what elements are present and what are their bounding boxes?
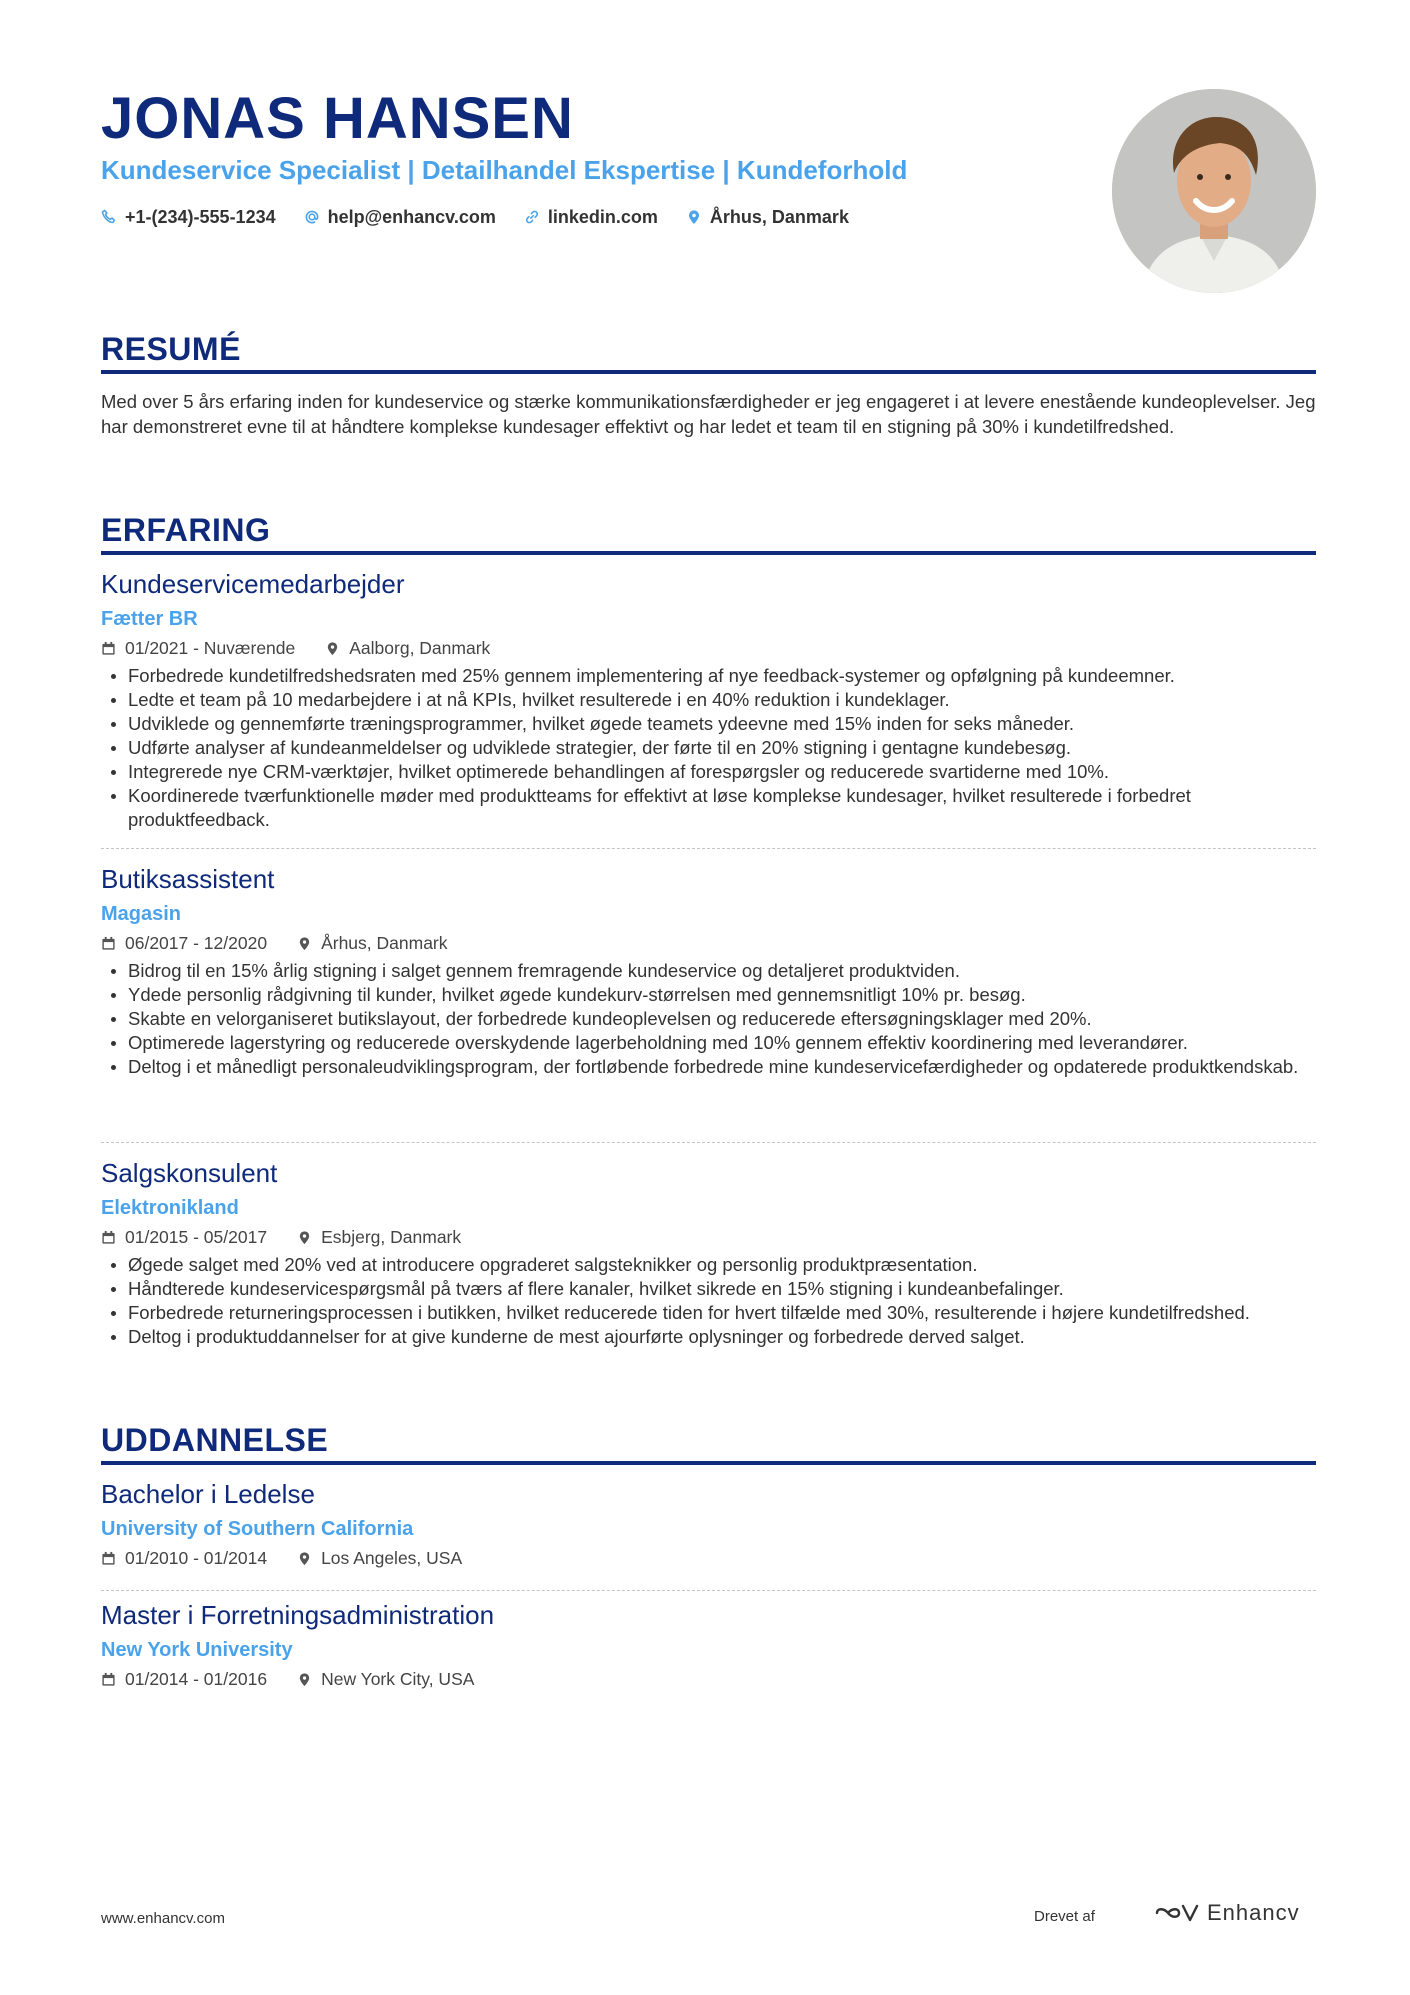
job-bullet: Deltog i produktuddannelser for at give kunderne de mest ajourførte oplysninger og forbedrede derved salget. bbox=[101, 1325, 1316, 1349]
job-bullet: Skabte en velorganiseret butikslayout, der forbedrede kundeoplevelsen og reducerede eftersøgningsklager med 20%. bbox=[101, 1007, 1316, 1031]
job-location bbox=[297, 931, 447, 955]
job-bullets bbox=[101, 1253, 1316, 1349]
job-bullet: Håndterede kundeservicespørgsmål på tværs af flere kanaler, hvilket sikrede en 15% stigning i kundeanbefalinger. bbox=[101, 1277, 1316, 1301]
job-bullet: Integrerede nye CRM-værktøjer, hvilket optimerede behandlingen af forespørgsler og reducerede svartiderne med 10%. bbox=[101, 760, 1316, 784]
job-title: Butiksassistent bbox=[101, 864, 275, 894]
summary-text: Med over 5 års erfaring inden for kundeservice og stærke kommunikationsfærdigheder er jeg engageret i at levere enestående kundeoplevelser. Jeg har demonstreret evne til at håndtere komplekse kundesager effektivt og har ledet et team til en stigning på 30% i kundetilfredshed. bbox=[101, 391, 1316, 437]
job-location bbox=[297, 1225, 461, 1249]
job-dates bbox=[101, 931, 267, 955]
map-pin-icon bbox=[325, 641, 340, 656]
job-dates bbox=[101, 636, 295, 660]
job-dates bbox=[101, 1225, 267, 1249]
degree-title: Bachelor i Ledelse bbox=[101, 1479, 315, 1509]
job-location bbox=[325, 636, 490, 660]
experience-divider bbox=[101, 551, 1316, 555]
calendar-icon bbox=[101, 641, 116, 656]
map-pin-icon bbox=[297, 1551, 312, 1566]
footer-brand-name: Enhancv bbox=[1207, 1900, 1300, 1925]
job-meta bbox=[101, 636, 1316, 660]
education-meta bbox=[101, 1546, 1316, 1570]
job-title: Salgskonsulent bbox=[101, 1158, 278, 1188]
job-title: Kundeservicemedarbejder bbox=[101, 569, 405, 599]
calendar-icon bbox=[101, 1230, 116, 1245]
footer-powered-by: Drevet af bbox=[1034, 1908, 1095, 1925]
job-bullets bbox=[101, 664, 1316, 832]
company-name: Elektronikland bbox=[101, 1197, 239, 1219]
experience-entry-2 bbox=[101, 861, 1316, 1079]
degree-title: Master i Forretningsadministration bbox=[101, 1600, 495, 1630]
summary-section-title: RESUMÉ bbox=[101, 331, 241, 367]
job-dates-text: 01/2015 - 05/2017 bbox=[125, 1227, 268, 1247]
map-pin-icon bbox=[297, 936, 312, 951]
contact-linkedin[interactable] bbox=[524, 204, 658, 230]
entry-divider bbox=[101, 1590, 1316, 1591]
job-location-text: Esbjerg, Danmark bbox=[321, 1227, 462, 1247]
job-meta bbox=[101, 931, 1316, 955]
map-pin-icon bbox=[686, 209, 702, 225]
education-meta bbox=[101, 1667, 1316, 1691]
education-location-text: New York City, USA bbox=[321, 1669, 475, 1689]
footer-url[interactable]: www.enhancv.com bbox=[101, 1910, 225, 1927]
contact-location bbox=[686, 204, 849, 230]
footer-brand-logo[interactable] bbox=[1153, 1900, 1300, 1926]
job-bullet: Udviklede og gennemførte træningsprogrammer, hvilket øgede teamets ydeevne med 15% inden for seks måneder. bbox=[101, 712, 1316, 736]
email-text: help@enhancv.com bbox=[327, 207, 496, 227]
education-dates bbox=[101, 1546, 267, 1570]
job-bullet: Deltog i et månedligt personaleudviklingsprogram, der fortløbende forbedrede mine kundeservicefærdigheder og opdaterede produktkendskab. bbox=[101, 1055, 1316, 1079]
enhancv-logo-icon bbox=[1153, 1901, 1199, 1925]
calendar-icon bbox=[101, 1672, 116, 1687]
school-name: University of Southern California bbox=[101, 1518, 414, 1540]
entry-divider bbox=[101, 1142, 1316, 1143]
job-dates-text: 01/2021 - Nuværende bbox=[125, 638, 296, 658]
experience-entry-1 bbox=[101, 566, 1316, 832]
job-bullet: Koordinerede tværfunktionelle møder med produktteams for effektivt at løse komplekse kundesager, hvilket resulterede i forbedret produktfeedback. bbox=[101, 784, 1316, 832]
calendar-icon bbox=[101, 1551, 116, 1566]
education-location bbox=[297, 1546, 462, 1570]
education-entry-2 bbox=[101, 1597, 1316, 1691]
map-pin-icon bbox=[297, 1672, 312, 1687]
job-bullet: Øgede salget med 20% ved at introducere opgraderet salgsteknikker og personlig produktpræsentation. bbox=[101, 1253, 1316, 1277]
candidate-name: JONAS HANSEN bbox=[101, 86, 574, 151]
profile-photo bbox=[1112, 89, 1316, 293]
job-location-text: Aalborg, Danmark bbox=[349, 638, 491, 658]
education-location-text: Los Angeles, USA bbox=[321, 1548, 463, 1568]
experience-entry-3 bbox=[101, 1155, 1316, 1349]
job-bullet: Bidrog til en 15% årlig stigning i salget gennem fremragende kundeservice og detaljeret produktviden. bbox=[101, 959, 1316, 983]
company-name: Fætter BR bbox=[101, 608, 198, 630]
education-section-title: UDDANNELSE bbox=[101, 1422, 329, 1458]
phone-icon bbox=[101, 209, 117, 225]
education-dates-text: 01/2010 - 01/2014 bbox=[125, 1548, 268, 1568]
phone-text: +1-(234)-555-1234 bbox=[125, 207, 276, 227]
job-meta bbox=[101, 1225, 1316, 1249]
contact-email[interactable] bbox=[304, 204, 496, 230]
education-dates bbox=[101, 1667, 267, 1691]
school-name: New York University bbox=[101, 1639, 293, 1661]
location-text: Århus, Danmark bbox=[709, 207, 849, 227]
experience-section-title: ERFARING bbox=[101, 512, 271, 548]
job-dates-text: 06/2017 - 12/2020 bbox=[125, 933, 268, 953]
job-bullet: Optimerede lagerstyring og reducerede overskydende lagerbeholdning med 10% gennem effektiv koordinering med leverandører. bbox=[101, 1031, 1316, 1055]
contact-bar bbox=[101, 204, 849, 230]
job-bullet: Udførte analyser af kundeanmeldelser og udviklede strategier, der førte til en 20% stigning i gentagne kundebesøg. bbox=[101, 736, 1316, 760]
job-location-text: Århus, Danmark bbox=[321, 933, 448, 953]
calendar-icon bbox=[101, 936, 116, 951]
job-bullet: Ydede personlig rådgivning til kunder, hvilket øgede kundekurv-størrelsen med gennemsnitligt 10% pr. besøg. bbox=[101, 983, 1316, 1007]
job-bullets bbox=[101, 959, 1316, 1079]
education-divider bbox=[101, 1461, 1316, 1465]
link-icon bbox=[524, 209, 540, 225]
company-name: Magasin bbox=[101, 903, 182, 925]
contact-phone[interactable] bbox=[101, 204, 276, 230]
at-icon bbox=[304, 209, 320, 225]
candidate-headline: Kundeservice Specialist | Detailhandel Ekspertise | Kundeforhold bbox=[101, 155, 908, 185]
map-pin-icon bbox=[297, 1230, 312, 1245]
summary-divider bbox=[101, 370, 1316, 374]
education-dates-text: 01/2014 - 01/2016 bbox=[125, 1669, 268, 1689]
job-bullet: Forbedrede kundetilfredshedsraten med 25% gennem implementering af nye feedback-systemer og opfølgning på kundeemner. bbox=[101, 664, 1316, 688]
education-location bbox=[297, 1667, 474, 1691]
job-bullet: Ledte et team på 10 medarbejdere i at nå KPIs, hvilket resulterede i en 40% reduktion i kundeklager. bbox=[101, 688, 1316, 712]
linkedin-text: linkedin.com bbox=[547, 207, 658, 227]
job-bullet: Forbedrede returneringsprocessen i butikken, hvilket reducerede tiden for hvert tilfælde med 30%, resulterende i højere kundetilfredshed. bbox=[101, 1301, 1316, 1325]
education-entry-1 bbox=[101, 1476, 1316, 1570]
entry-divider bbox=[101, 848, 1316, 849]
